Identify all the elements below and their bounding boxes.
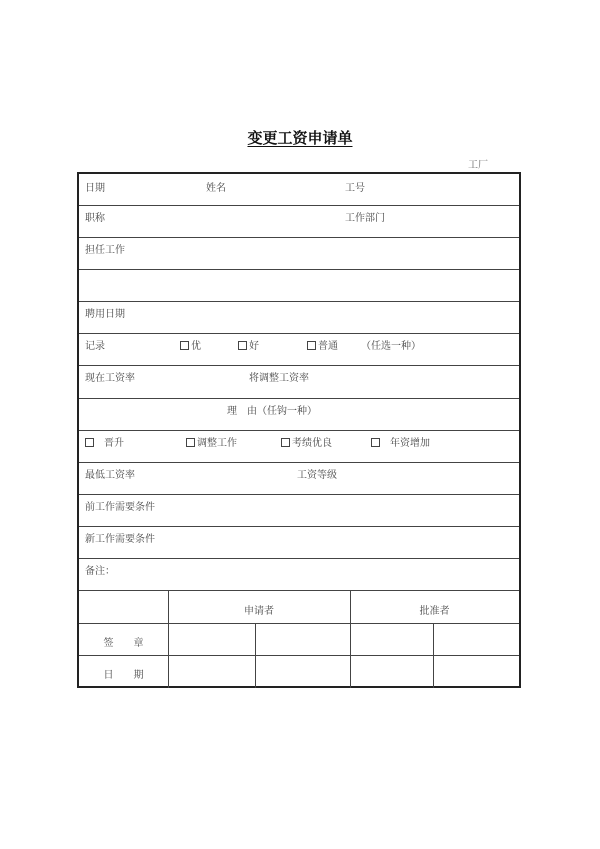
row-rates	[79, 366, 519, 399]
row-prev-requirements	[79, 495, 519, 527]
signature-label: 签 章	[103, 638, 144, 649]
salary-change-form	[77, 172, 521, 688]
prev-requirements-label: 前工作需要条件	[85, 502, 155, 513]
department-label: 工作部门	[345, 213, 385, 224]
checkbox-icon[interactable]	[307, 341, 316, 350]
applicant-header: 申请者	[244, 606, 274, 617]
approver-header: 批准者	[419, 606, 450, 617]
row-record	[79, 334, 519, 366]
row-reasons	[79, 431, 519, 463]
min-rate-label: 最低工资率	[85, 470, 135, 481]
record-label: 记录	[85, 341, 105, 352]
job-title-label: 职称	[85, 213, 105, 224]
hire-date-label: 聘用日期	[85, 309, 125, 320]
form-title: 变更工资申请单	[247, 129, 353, 147]
checkbox-icon[interactable]	[186, 438, 195, 447]
row-blank[interactable]	[79, 270, 519, 302]
row-current-job	[79, 238, 519, 270]
signature-table	[79, 591, 519, 688]
row-title-dept	[79, 206, 519, 238]
reason-promotion[interactable]: 晋升	[85, 434, 124, 449]
remarks-label: 备注：	[85, 566, 115, 577]
date-row-label: 日 期	[103, 670, 144, 681]
date-label: 日期	[85, 183, 105, 194]
reason-seniority[interactable]: 年资增加	[371, 434, 430, 449]
current-job-label: 担任工作	[85, 245, 125, 256]
current-rate-label: 现在工资率	[85, 373, 135, 384]
factory-label: 工厂	[468, 160, 488, 171]
row-basic-info	[79, 174, 519, 206]
option-average[interactable]: 普通	[307, 337, 338, 352]
adjusted-rate-label: 将调整工资率	[249, 373, 309, 384]
checkbox-icon[interactable]	[371, 438, 380, 447]
row-new-requirements	[79, 527, 519, 559]
option-good[interactable]: 好	[238, 337, 259, 352]
row-reason-header	[79, 399, 519, 431]
grade-label: 工资等级	[297, 470, 337, 481]
reason-good-performance[interactable]: 考绩优良	[281, 434, 332, 449]
row-remarks	[79, 559, 519, 591]
checkbox-icon[interactable]	[281, 438, 290, 447]
option-excellent[interactable]: 优	[180, 337, 201, 352]
employee-no-label: 工号	[345, 183, 365, 194]
reason-label: 理 由（任钩一种）	[227, 406, 317, 417]
row-min-rate	[79, 463, 519, 495]
row-hire-date	[79, 302, 519, 334]
new-requirements-label: 新工作需要条件	[85, 534, 155, 545]
choose-one-note: （任选一种）	[361, 341, 421, 352]
checkbox-icon[interactable]	[85, 438, 94, 447]
name-label: 姓名	[206, 183, 226, 194]
checkbox-icon[interactable]	[238, 341, 247, 350]
checkbox-icon[interactable]	[180, 341, 189, 350]
reason-job-adjustment[interactable]: 调整工作	[186, 434, 237, 449]
